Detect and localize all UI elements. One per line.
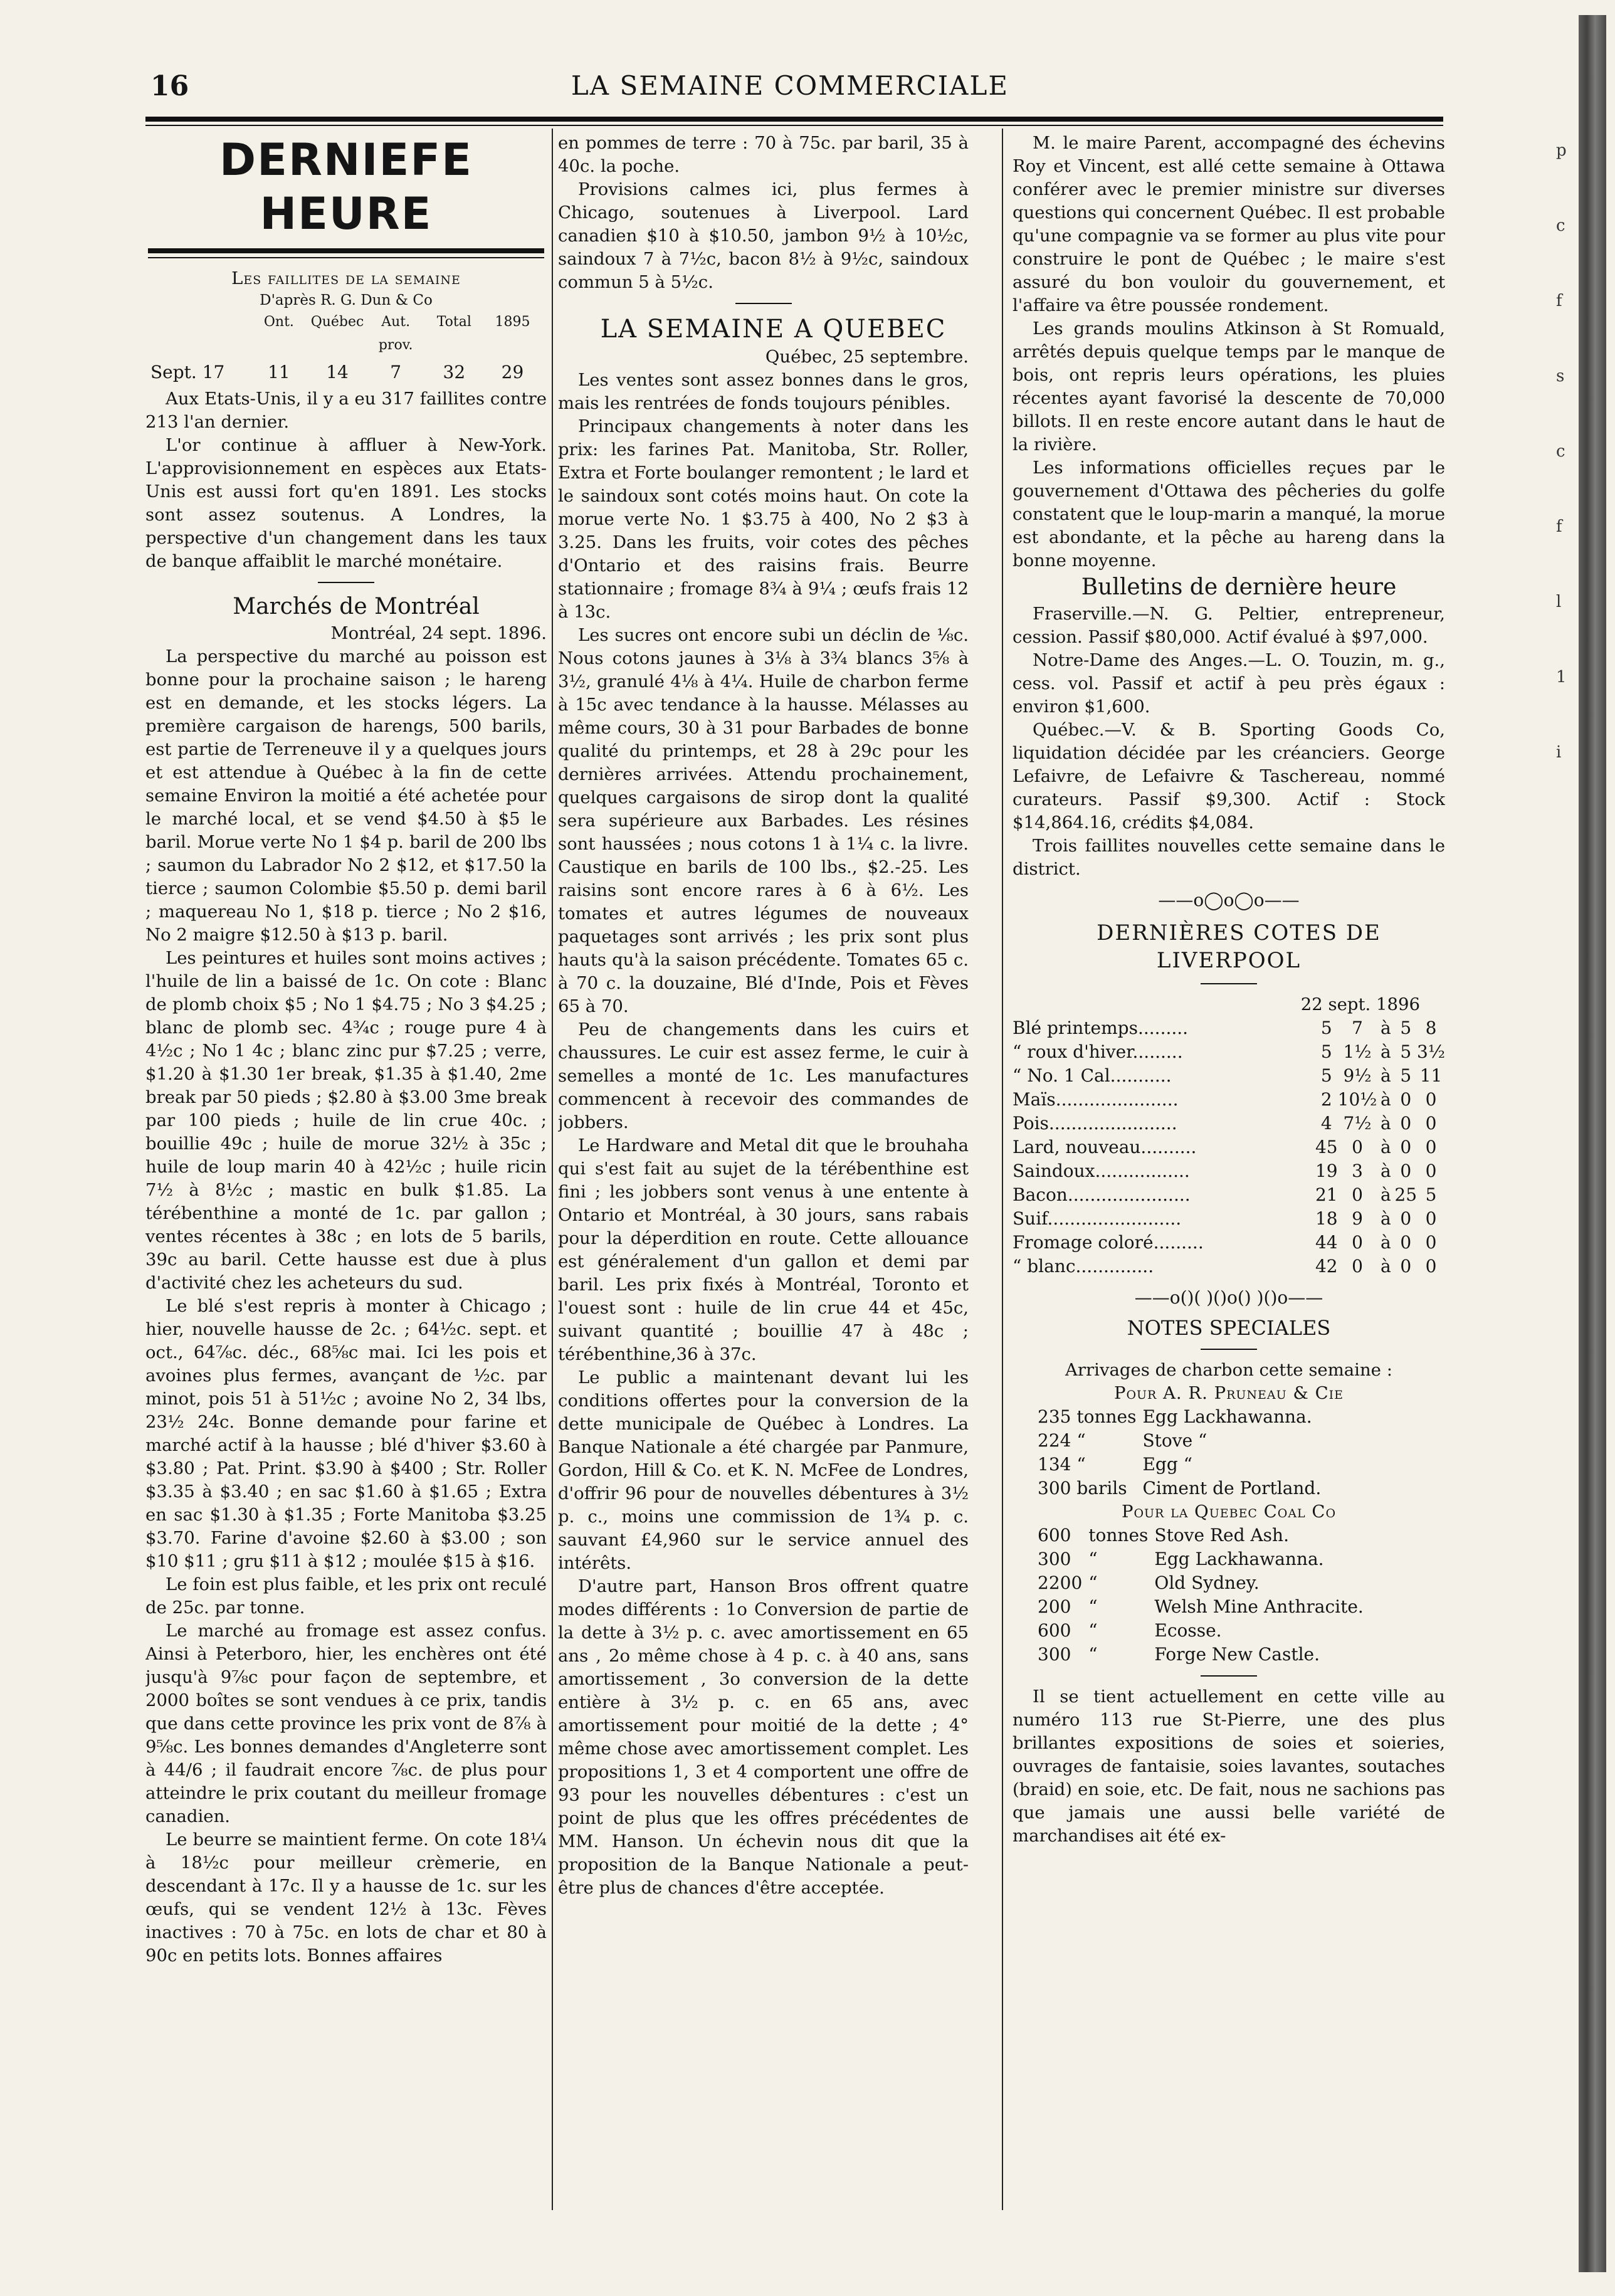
coal-cell: “ — [1088, 1549, 1098, 1569]
quote-cell: 1½ — [1343, 1041, 1372, 1062]
quote-cell: 9 — [1352, 1208, 1363, 1229]
paragraph: Le blé s'est repris à monter à Chicago ; hier, nouvelle hausse de 2c. ; 64½c. sept. et oct., 64⅞c. déc., 68⅝c mai. Ici les pois et avoines plus fermes, avançant de ½c. par minot, pois 51 à 51½c ; avoine No 2, 34 lbs, 23½ 24c. Bonne demande pour farine et marché actif à la hausse ; blé d'hiver $3.60 à $3.80 ; Pat. Print. $3.90 à $400 ; Str. Roller $3.35 à $3.40 ; en sac $1.60 à $1.65 ; Extra en sac $1.30 à $1.35 ; Forte Manitoba $3.25 $3.70. Farine d'avoine $2.60 à $3.00 ; son $10 $11 ; gru $11 à $12 ; moulée $15 à $16. — [145, 1296, 547, 1571]
liverpool-row — [1013, 1231, 1445, 1255]
coal-row — [1038, 1571, 1370, 1595]
commodity-label: Lard, nouveau.......... — [1013, 1137, 1197, 1157]
quote-cell: 0 — [1400, 1137, 1412, 1157]
coal-cell: Egg Lackhawanna. — [1154, 1549, 1324, 1569]
quote-cell: 0 — [1352, 1232, 1363, 1253]
quote-cell: 0 — [1425, 1161, 1437, 1181]
coal-table — [1038, 1524, 1370, 1667]
column-divider — [552, 129, 553, 2210]
quote-cell: 0 — [1425, 1089, 1437, 1110]
col-header: Total — [436, 314, 471, 330]
fragment: s — [1556, 367, 1565, 386]
coal-row — [1038, 1643, 1370, 1667]
paragraph: Les sucres ont encore subi un déclin de ⅛c. Nous cotons jaunes à 3⅛ à 3¾ blancs 3⅝ à 3½, granulé 4⅛ à 4¼. Huile de charbon ferme à 15c avec tendance à la hausse. Mélasses au même cours, 30 à 31 pour Barbades de bonne qualité du printemps, et 28 à 29c pour les dernières arrivées. Attendu prochainement, quelques cargaisons de sirop dont la qualité sera supérieure aux Barbades. Les résines sont haussées ; nous cotons 1 à 1¼ c. la livre. Caustique en barils de 100 lbs., $2.-25. Les raisins sont encore rares à 6 à 6½. Les tomates et autres légumes de nouveaux paquetages sont arrivés ; les prix sont plus hauts qu'à la saison précédente. Tomates 65 c. à 70 c. la douzaine, Blé d'Inde, Pois et Fèves 65 à 70. — [558, 625, 969, 1016]
quote-cell: à — [1381, 1065, 1391, 1086]
column-2 — [558, 132, 969, 2213]
liverpool-row — [1013, 1135, 1445, 1159]
quote-cell: à — [1381, 1208, 1391, 1229]
quote-cell: 44 — [1315, 1232, 1338, 1253]
quote-cell: 0 — [1400, 1161, 1412, 1181]
marches-title: Marchés de Montréal — [233, 594, 480, 619]
coal-row — [1038, 1524, 1370, 1547]
col-header: Ont. — [263, 314, 294, 330]
paragraph: D'autre part, Hanson Bros offrent quatre modes différents : 1o Conversion de partie de la dette à 3½ p. c. avec amortissement en 65 ans , 2o même chose à 4 p. c. à 40 ans, sans amortissement , 3o conversion de la dette entière à 3½ p. c. en 65 ans, avec amortissement pour moitié de la dette ; 4° même chose avec amortissement complet. Les propositions 1, 3 et 4 comportent une offre de 93 pour les nouvelles débentures : c'est un point de plus que les offres précédentes de MM. Hanson. Un échevin nous dit que la proposition de la Banque Nationale a peut-être plus de chances d'être acceptée. — [558, 1576, 969, 1898]
adjacent-page-fragments — [1556, 113, 1571, 1931]
headline-rule-thin — [148, 257, 544, 258]
quote-cell: 2 — [1320, 1089, 1332, 1110]
coal-row — [1038, 1619, 1370, 1643]
cell: 32 — [443, 362, 466, 382]
fragment: f — [1556, 292, 1562, 310]
liverpool-row — [1013, 1112, 1445, 1135]
headline-rule — [148, 248, 544, 253]
quote-cell: à — [1381, 1184, 1391, 1205]
arrivage-cell: Stove “ — [1142, 1430, 1207, 1451]
bulletin-item: Notre-Dame des Anges.—L. O. Touzin, m. g., cess. vol. Passif et actif à peu près égaux : environ $1,600. — [1013, 650, 1445, 717]
quote-cell: 18 — [1315, 1208, 1338, 1229]
page-header — [150, 70, 1429, 108]
paragraph: en pommes de terre : 70 à 75c. par baril, 35 à 40c. la poche. — [558, 133, 969, 176]
quote-cell: 0 — [1425, 1256, 1437, 1277]
newspaper-title: LA SEMAINE COMMERCIALE — [571, 70, 1009, 101]
paragraph: Le public a maintenant devant lui les conditions offertes pour la conversion de la dette municipale de Québec à Londres. La Banque Nationale a été chargée par Panmure, Gordon, Hill & Co. et K. N. McFee de Londres, d'offrir 96 pour de nouvelles débentures à 3½ p. c., moins une commission de 1¾ p. c. sauvant £4,960 sur le service annuel des intérêts. — [558, 1367, 969, 1573]
coal-cell: Stove Red Ash. — [1154, 1525, 1289, 1546]
fragment: c — [1556, 216, 1565, 235]
liverpool-row — [1013, 1064, 1445, 1088]
arrivage-cell: 300 barils — [1038, 1478, 1127, 1498]
quote-cell: 0 — [1400, 1232, 1412, 1253]
quote-cell: 0 — [1400, 1256, 1412, 1277]
quote-cell: 8 — [1425, 1018, 1437, 1038]
quote-cell: 21 — [1315, 1184, 1338, 1205]
quote-cell: 0 — [1425, 1232, 1437, 1253]
paragraph: L'or continue à affluer à New-York. L'approvisionnement en espèces aux Etats-Unis est aussi fort qu'en 1891. Les stocks sont assez soutenus. A Londres, la perspective d'un changement dans les taux de banque affaiblit le marché monétaire. — [145, 435, 547, 571]
quote-cell: 0 — [1352, 1256, 1363, 1277]
paragraph: La perspective du marché au poisson est bonne pour la prochaine saison ; le hareng est en demande, et les stocks légers. La première cargaison de harengs, 500 barils, est partie de Terreneuve il y a quelques jours et est attendue à Québec à la fin de cette semaine Environ la moitié a été achetée pour le marché local, et se vend $4.50 à $5 le baril. Morue verte No 1 $4 p. baril de 200 lbs ; saumon du Labrador No 2 $12, et $17.50 la tierce ; saumon Colombie $5.50 p. demi baril ; maquereau No 1, $18 p. tierce ; No 2 $16, No 2 maigre $12.50 à $13 p. baril. — [145, 646, 547, 945]
paragraph: M. le maire Parent, accompagné des échevins Roy et Vincent, est allé cette semaine à Ottawa conférer avec le premier ministre sur diverses questions qui concernent Québec. Il est probable qu'une compagnie va se former au plus vite pour construire le pont de Québec ; le maire s'est assuré du bon vouloir du gouvernement, et l'affaire va être poussée rondement. — [1013, 133, 1445, 315]
quote-cell: 11 — [1419, 1065, 1443, 1086]
quote-cell: 4 — [1320, 1113, 1332, 1134]
arrivages-line: Arrivages de charbon cette semaine : — [1065, 1360, 1392, 1380]
quote-cell: 19 — [1315, 1161, 1338, 1181]
coal-cell: Old Sydney. — [1154, 1572, 1260, 1593]
fragment: p — [1556, 141, 1567, 160]
paragraph: Provisions calmes ici, plus fermes à Chicago, soutenues à Liverpool. Lard canadien $10 à $10.50, jambon 9½ à 10½c, saindoux 7 à 7½c, bacon 8½ à 9½c, saindoux commun 5 à 5½c. — [558, 179, 969, 292]
paragraph: Le Hardware and Metal dit que le brouhaha qui s'est fait au sujet de la térébenthine est fini ; les jobbers sont venus à une entente à Ontario et Montréal, à 30 jours, sans rabais pour la déperdition en route. Cette allouance est généralement d'un gallon et demi par baril. Les prix fixés à Montréal, Toronto et l'ouest sont : huile de lin crue 44 et 45c, suivant quantité ; bouillie 47 à 48c ; térébenthine,36 à 37c. — [558, 1135, 969, 1364]
quote-cell: à — [1381, 1161, 1391, 1181]
quote-cell: 5 — [1400, 1041, 1412, 1062]
coal-cell: 2200 — [1038, 1572, 1083, 1593]
cell: 11 — [268, 362, 290, 382]
header-rule — [145, 117, 1443, 122]
liverpool-row — [1013, 1159, 1445, 1183]
bulletins-title: Bulletins de dernière heure — [1081, 574, 1397, 600]
coal-cell: 600 — [1038, 1620, 1071, 1641]
arrivage-row — [1038, 1429, 1327, 1453]
col-header: 1895 — [495, 314, 530, 330]
arrivage-cell: Egg “ — [1142, 1454, 1192, 1475]
quote-cell: à — [1381, 1041, 1391, 1062]
col-header: Québec — [310, 314, 364, 330]
paragraph: Les informations officielles reçues par le gouvernement d'Ottawa des pêcheries du golfe constatent que le loup-marin a manqué, la morue est abondante, et la pêche au hareng dans la bonne moyenne. — [1013, 458, 1445, 571]
section-rule — [1201, 983, 1257, 984]
ornament-divider: ——o()( )()o() )()o—— — [1134, 1287, 1323, 1308]
commodity-label: Maïs...................... — [1013, 1089, 1179, 1110]
quote-cell: 5 — [1425, 1184, 1437, 1205]
quote-cell: 0 — [1352, 1137, 1363, 1157]
column-3 — [1013, 132, 1445, 2213]
paragraph: Le marché au fromage est assez confus. Ainsi à Peterboro, hier, les enchères ont été jusqu'à 9⅞c pour façon de septembre, et 2000 boîtes se sont vendues à ce prix, tandis que dans cette province les prix vont de 8⅞ à 9⅝c. Les bonnes demandes d'Angleterre sont à 44/6 ; il faudrait encore ⅞c. de plus pour atteindre le prix coutant du meilleur fromage canadien. — [145, 1621, 547, 1826]
quote-cell: 0 — [1400, 1113, 1412, 1134]
coal-cell: 600 — [1038, 1525, 1071, 1546]
coal-title: Pour la Quebec Coal Co — [1121, 1502, 1337, 1522]
paragraph: Le beurre se maintient ferme. On cote 18¼ à 18½c pour meilleur crèmerie, en descendant à 17c. Il y a hausse de 1c. sur les œufs, qui se vendent 12½ à 13c. Fèves inactives : 70 à 75c. en lots de char et 80 à 90c en petits lots. Bonnes affaires — [145, 1830, 547, 1966]
paragraph: Les ventes sont assez bonnes dans le gros, mais les rentrées de fonds toujours pénibles. — [558, 370, 969, 413]
coal-cell: tonnes — [1088, 1525, 1149, 1546]
liverpool-date: 22 sept. 1896 — [1300, 994, 1420, 1014]
arrivage-row — [1038, 1453, 1327, 1477]
liverpool-row — [1013, 1207, 1445, 1231]
commodity-label: Blé printemps......... — [1013, 1018, 1189, 1038]
liverpool-row — [1013, 1183, 1445, 1207]
column-divider — [1002, 129, 1003, 2210]
section-rule — [1201, 1675, 1257, 1677]
arrivage-row — [1038, 1405, 1327, 1429]
commodity-label: Suif........................ — [1013, 1208, 1182, 1229]
faillites-row — [145, 361, 547, 384]
quote-cell: à — [1381, 1018, 1391, 1038]
quote-cell: 10½ — [1337, 1089, 1377, 1110]
ornament-divider: ——o◯o◯o—— — [1158, 890, 1300, 910]
commodity-label: “ blanc.............. — [1013, 1256, 1154, 1277]
pruneau-table — [1038, 1405, 1327, 1500]
quote-cell: 0 — [1400, 1089, 1412, 1110]
commodity-label: Pois....................... — [1013, 1113, 1177, 1134]
liverpool-table — [1013, 1016, 1445, 1278]
section-rule — [318, 582, 374, 583]
faillites-source: D'après R. G. Dun & Co — [260, 292, 433, 308]
fragment: i — [1556, 743, 1562, 762]
quote-cell: à — [1381, 1256, 1391, 1277]
quote-cell: 9½ — [1343, 1065, 1372, 1086]
quote-cell: 0 — [1425, 1137, 1437, 1157]
quote-cell: 5 — [1400, 1018, 1412, 1038]
quote-cell: 0 — [1352, 1184, 1363, 1205]
quote-cell: à — [1381, 1113, 1391, 1134]
coal-row — [1038, 1595, 1370, 1619]
notes-title: NOTES SPECIALES — [1127, 1316, 1331, 1340]
paragraph: Les grands moulins Atkinson à St Romuald, arrêtés depuis quelque temps par le manque de bois, ont repris leurs opérations, les pluies récentes ayant favorisé la descente de 70,000 billots. Il en reste encore autant dans le haut de la rivière. — [1013, 319, 1445, 455]
fragment: l — [1556, 592, 1562, 611]
coal-cell: Welsh Mine Anthracite. — [1154, 1596, 1364, 1617]
fragment: c — [1556, 442, 1565, 461]
header-rule-thin — [145, 125, 1443, 126]
commodity-label: “ No. 1 Cal........... — [1013, 1065, 1172, 1086]
quote-cell: 0 — [1425, 1208, 1437, 1229]
section-rule — [735, 303, 792, 304]
bulletin-item: Fraserville.—N. G. Peltier, entrepreneur, cession. Passif $80,000. Actif évalué à $97,000. — [1013, 604, 1445, 647]
coal-cell: 300 — [1038, 1549, 1071, 1569]
arrivage-cell: 235 tonnes — [1038, 1406, 1137, 1427]
paragraph: Peu de changements dans les cuirs et chaussures. Le cuir est assez ferme, le cuir à semelles a monté de 1c. Les manufactures commencent à recevoir des commandes de jobbers. — [558, 1019, 969, 1132]
bulletin-item: Trois faillites nouvelles cette semaine dans le district. — [1013, 836, 1445, 879]
quote-cell: à — [1381, 1089, 1391, 1110]
liverpool-row — [1013, 1016, 1445, 1040]
paragraph: Principaux changements à noter dans les prix: les farines Pat. Manitoba, Str. Roller, Extra et Forte boulanger remontent ; le lard et le saindoux sont cotés moins haut. On cote la morue verte No. 1 $3.75 à 400, No 2 $3 à 3.25. Dans les fruits, voir cotes des pêches d'Ontario et des raisins frais. Beurre stationnaire ; fromage 8¾ à 9¼ ; œufs frais 12 à 13c. — [558, 416, 969, 622]
scan-edge-mark — [1579, 15, 1606, 2272]
liverpool-row — [1013, 1040, 1445, 1064]
arrivage-cell: 224 “ — [1038, 1430, 1086, 1451]
quote-cell: 3½ — [1417, 1041, 1445, 1062]
arrivage-row — [1038, 1477, 1327, 1500]
quebec-date: Québec, 25 septembre. — [765, 347, 969, 367]
coal-cell: “ — [1088, 1596, 1098, 1617]
commodity-label: “ roux d'hiver......... — [1013, 1041, 1183, 1062]
faillites-title: Les faillites de la semaine — [231, 268, 461, 288]
coal-cell: “ — [1088, 1644, 1098, 1665]
scan-margin — [1556, 0, 1615, 2296]
faillites-header-row — [145, 310, 547, 357]
coal-cell: Ecosse. — [1154, 1620, 1222, 1641]
bulletin-item: Québec.—V. & B. Sporting Goods Co, liquidation décidée par les créanciers. George Lefaivre, de Lefaivre & Taschereau, nommé curateurs. Passif $9,300. Actif : Stock $14,864.16, crédits $4,084. — [1013, 720, 1445, 833]
cell: Sept. 17 — [150, 362, 225, 382]
quebec-title: LA SEMAINE A QUEBEC — [600, 315, 947, 344]
column-1 — [145, 132, 547, 2213]
quote-cell: 5 — [1400, 1065, 1412, 1086]
commodity-label: Bacon...................... — [1013, 1184, 1191, 1205]
fragment: 1 — [1556, 668, 1567, 687]
quote-cell: à — [1381, 1232, 1391, 1253]
quote-cell: 5 — [1320, 1018, 1332, 1038]
cell: 7 — [390, 362, 402, 382]
quote-cell: 0 — [1400, 1208, 1412, 1229]
col-header: Aut. prov. — [378, 314, 413, 353]
page-number: 16 — [150, 70, 189, 102]
quote-cell: 45 — [1315, 1137, 1338, 1157]
quote-cell: 5 — [1320, 1065, 1332, 1086]
coal-cell: “ — [1088, 1620, 1098, 1641]
quote-cell: 42 — [1315, 1256, 1338, 1277]
arrivage-cell: 134 “ — [1038, 1454, 1086, 1475]
liverpool-row — [1013, 1255, 1445, 1278]
quote-cell: à — [1381, 1137, 1391, 1157]
paragraph: Aux Etats-Unis, il y a eu 317 faillites contre 213 l'an dernier. — [145, 389, 547, 432]
cell: 29 — [501, 362, 524, 382]
arrivage-cell: Egg Lackhawanna. — [1142, 1406, 1312, 1427]
commodity-label: Saindoux................. — [1013, 1161, 1190, 1181]
coal-row — [1038, 1547, 1370, 1571]
paragraph: Les peintures et huiles sont moins actives ; l'huile de lin a baissé de 1c. On cote : Blanc de plomb choix $5 ; No 1 $4.75 ; No 3 $4.25 ; blanc de plomb sec. 4¾c ; rouge pure 4 à 4½c ; No 1 4c ; blanc zinc pur $7.25 ; verre, $1.20 à $1.30 1er break, $1.35 à $1.40, 2me break par 50 pieds ; $2.80 à $3.00 3me break par 100 pieds ; huile de lin crue 40c. ; bouillie 49c ; huile de morue 32½ à 35c ; huile de loup marin 40 à 42½c ; huile ricin 7½ à 8½c ; mastic en bulk $1.85. La térébenthine a monté de 1c. par gallon ; ventes récentes à 38c ; en lots de 5 barils, 39c au baril. Cette hausse est due à plus d'activité chez les acheteurs du sud. — [145, 948, 547, 1293]
coal-cell: “ — [1088, 1572, 1098, 1593]
headline: DERNIEFE HEURE — [219, 134, 473, 240]
quote-cell: 7 — [1352, 1018, 1363, 1038]
pruneau-title: Pour A. R. Pruneau & Cie — [1113, 1383, 1344, 1403]
section-rule — [1201, 1349, 1257, 1350]
liverpool-title: DERNIÈRES COTES DE LIVERPOOL — [1097, 920, 1381, 973]
quote-cell: 5 — [1320, 1041, 1332, 1062]
arrivage-cell: Ciment de Portland. — [1142, 1478, 1322, 1498]
coal-cell: 300 — [1038, 1644, 1071, 1665]
quote-cell: 0 — [1425, 1113, 1437, 1134]
quote-cell: 3 — [1352, 1161, 1363, 1181]
fragment: f — [1556, 517, 1562, 536]
quote-cell: 25 — [1394, 1184, 1418, 1205]
paragraph: Le foin est plus faible, et les prix ont reculé de 25c. par tonne. — [145, 1574, 547, 1618]
commodity-label: Fromage coloré......... — [1013, 1232, 1204, 1253]
marches-date: Montréal, 24 sept. 1896. — [330, 623, 547, 643]
coal-cell: Forge New Castle. — [1154, 1644, 1320, 1665]
quote-cell: 7½ — [1343, 1113, 1372, 1134]
coal-cell: 200 — [1038, 1596, 1071, 1617]
cell: 14 — [326, 362, 349, 382]
liverpool-row — [1013, 1088, 1445, 1112]
paragraph: Il se tient actuellement en cette ville au numéro 113 rue St-Pierre, une des plus brillantes expositions de soies et soieries, ouvrages de fantaisie, soies lavantes, soutaches (braid) en soie, etc. De fait, nous ne sachions pas que jamais une aussi belle variété de marchandises ait été ex- — [1013, 1687, 1445, 1846]
